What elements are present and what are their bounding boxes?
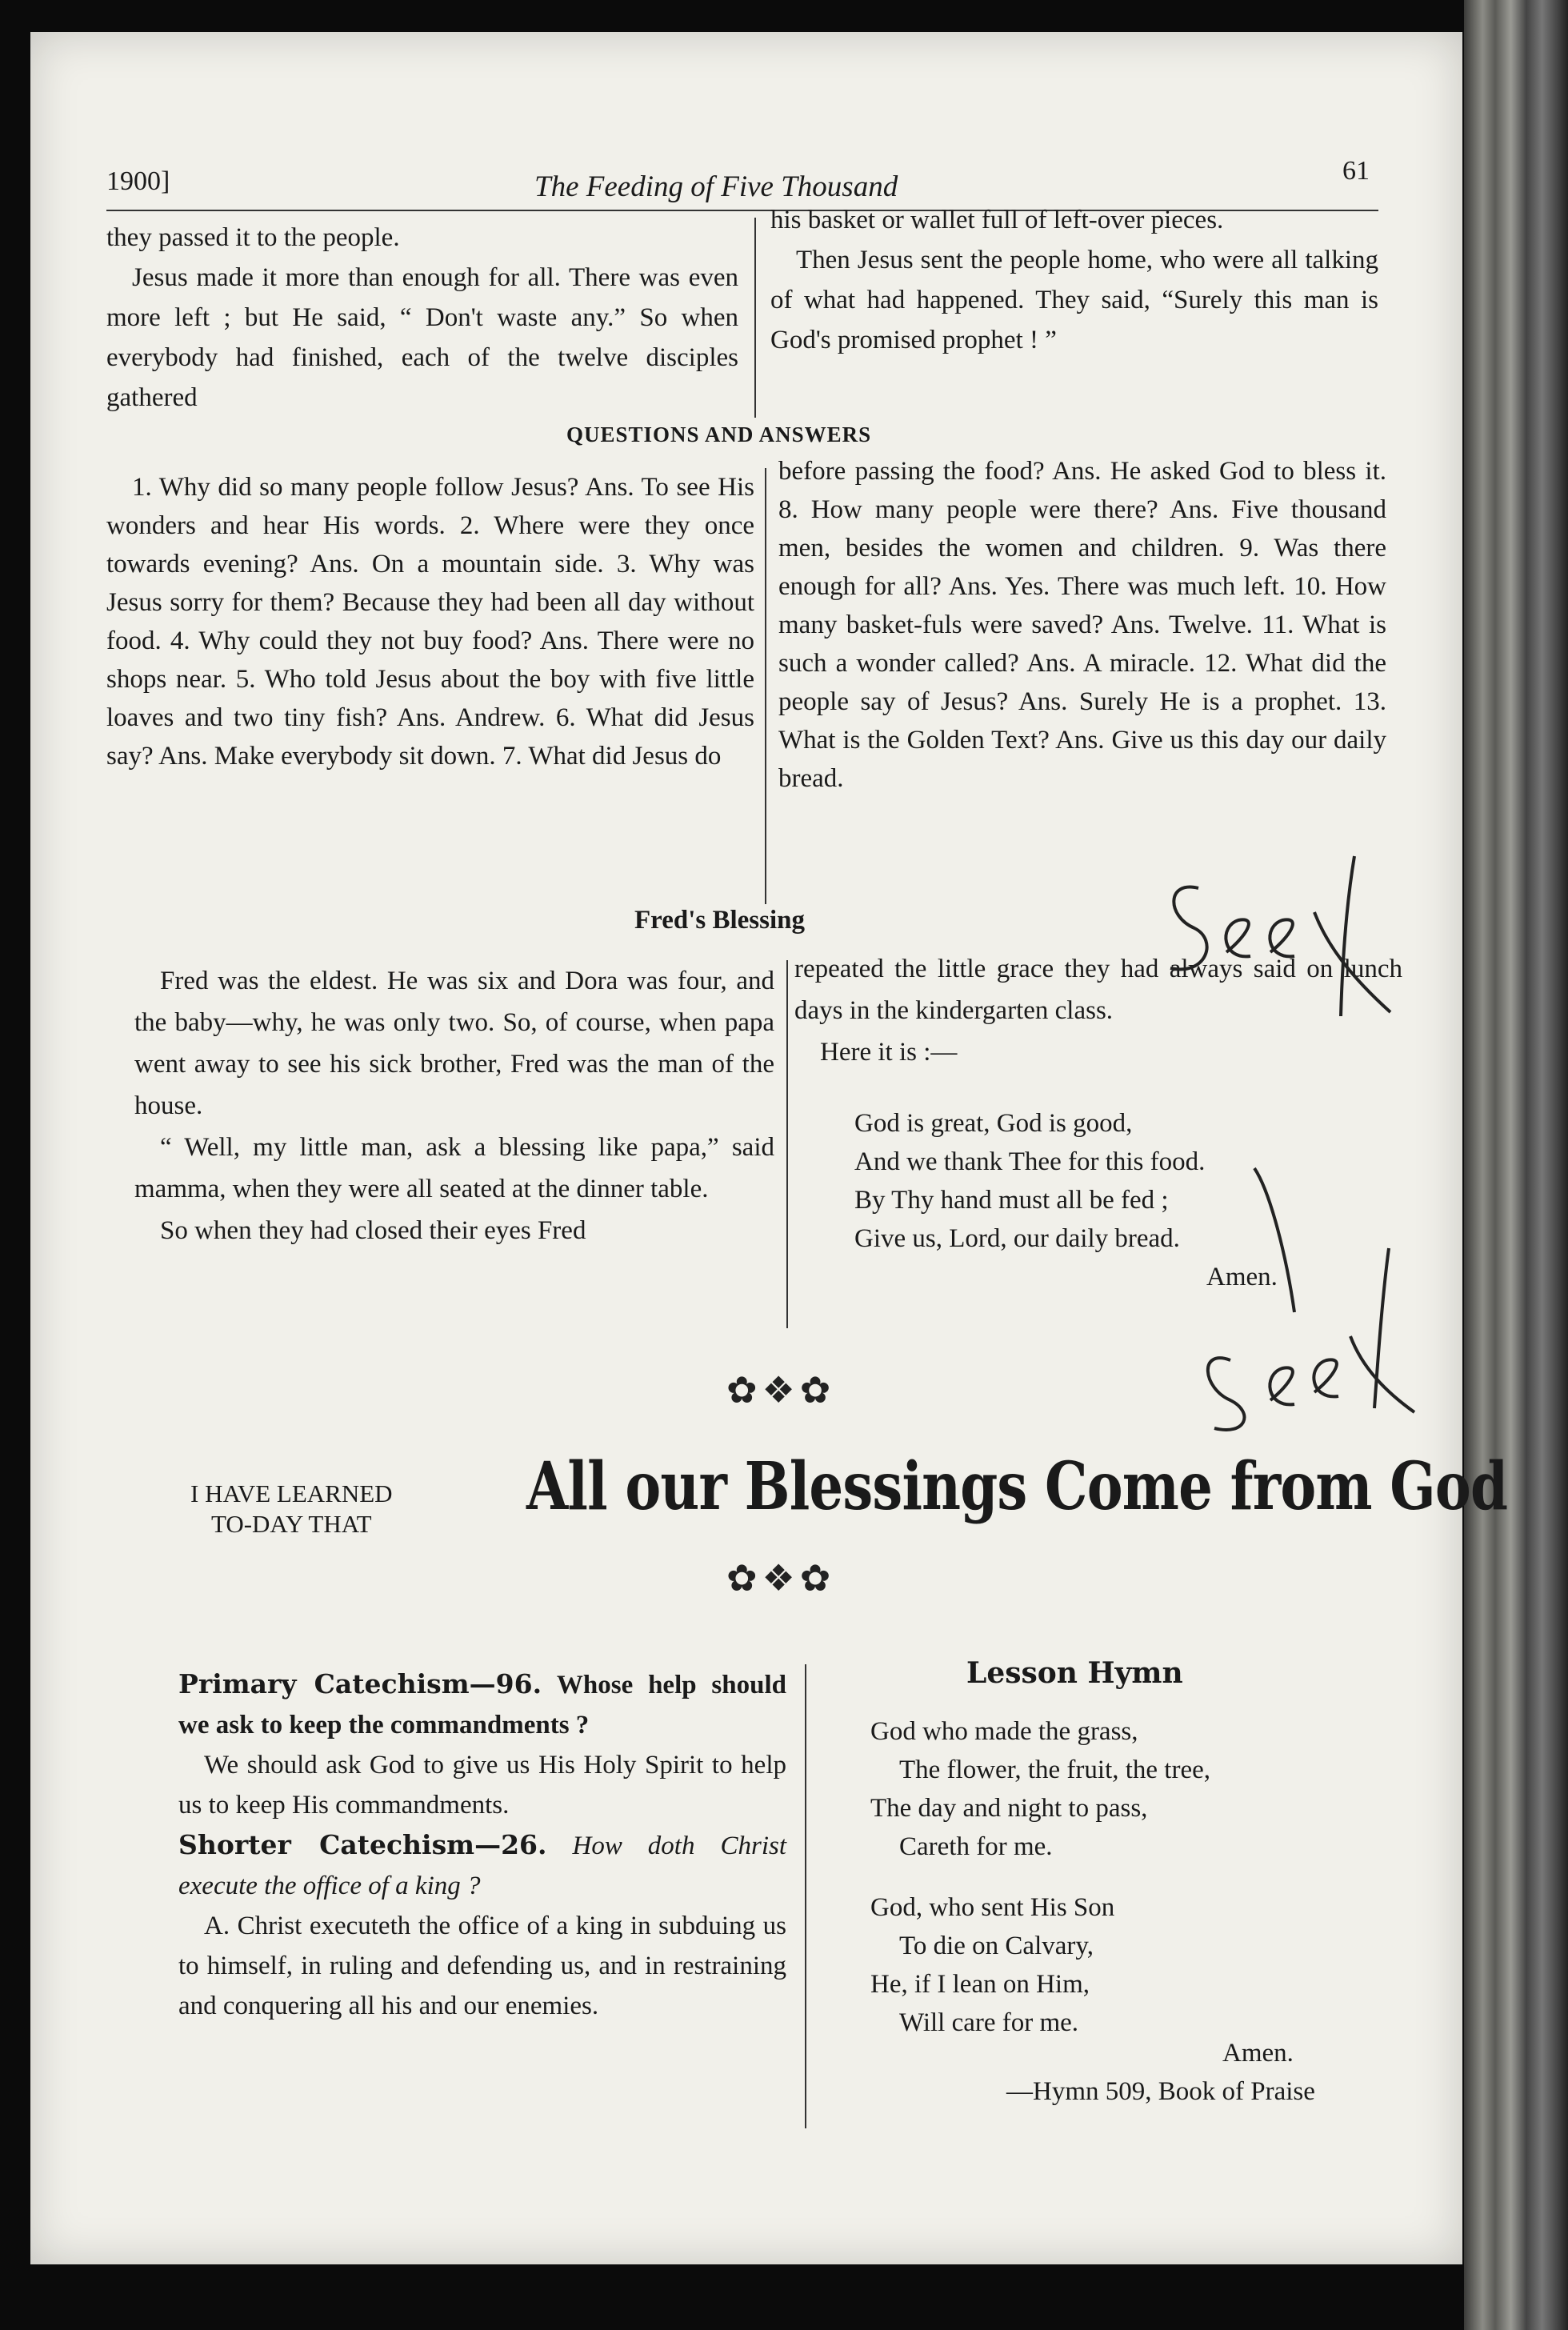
qa-heading: QUESTIONS AND ANSWERS — [566, 422, 872, 446]
hymn-source: —Hymn 509, Book of Praise — [1006, 2077, 1315, 2106]
column-rule — [805, 1664, 806, 2128]
hymn-line: Careth for me. — [899, 1832, 1053, 1861]
poem-line: By Thy hand must all be fed ; — [854, 1186, 1169, 1215]
hymn-line: He, if I lean on Him, — [870, 1970, 1090, 1999]
motto: All our Blessings Come from God — [526, 1448, 1508, 1525]
handwritten-annotation — [1182, 1136, 1422, 1440]
hymn-line: Will care for me. — [899, 2008, 1079, 2037]
primary-catechism-question: Whose help should we ask to keep the commandments ? — [178, 1671, 786, 1739]
primary-catechism-answer: We should ask God to give us His Holy Spirit to help us to keep His commandments. — [178, 1751, 786, 1820]
learned-label — [190, 1479, 393, 1539]
story-paragraph: they passed it to the people. — [106, 223, 400, 252]
story-paragraph: his basket or wallet full of left-over pieces. — [770, 206, 1224, 234]
hymn-line: God, who sent His Son — [870, 1893, 1115, 1922]
hymn-line: The flower, the fruit, the tree, — [899, 1756, 1211, 1784]
primary-catechism-title: Primary Catechism—96. — [178, 1668, 542, 1699]
column-rule — [765, 468, 766, 904]
fred-paragraph: “ Well, my little man, ask a blessing like papa,” said mamma, when they were all seated at the dinner table. — [134, 1133, 774, 1203]
story-right-column — [770, 200, 1378, 360]
story-heading: Fred's Blessing — [634, 906, 806, 935]
floral-ornament-icon: ✿❖✿ — [726, 1370, 836, 1411]
hymn-stanza-2 — [870, 1888, 1114, 2042]
book-edge — [1464, 0, 1568, 2330]
catechism-column — [178, 1664, 786, 2026]
fred-paragraph: repeated the little grace they had always said on lunch days in the kindergarten class. — [794, 955, 1402, 1025]
column-rule — [754, 218, 756, 418]
shorter-catechism-answer: A. Christ executeth the office of a king in subduing us to himself, in ruling and defending us, and in restraining and conquering all his and our enemies. — [178, 1912, 786, 2020]
header-year: 1900] — [106, 166, 170, 196]
poem-line: God is great, God is good, — [854, 1109, 1133, 1138]
hymn-title: Lesson Hymn — [966, 1656, 1183, 1690]
page — [30, 32, 1508, 2264]
shorter-catechism-title: Shorter Catechism—26. — [178, 1829, 547, 1860]
shorter-catechism — [178, 1825, 786, 1906]
shorter-catechism-question: How doth Christ execute the office of a king ? — [178, 1832, 786, 1900]
handwritten-annotation — [1150, 840, 1406, 1032]
column-rule — [786, 960, 788, 1328]
fred-paragraph: Fred was the eldest. He was six and Dora was four, and the baby—why, he was only two. So, of course, when papa went away to see his sick brother, Fred was the man of the house. — [134, 967, 774, 1120]
floral-ornament-icon: ✿❖✿ — [726, 1558, 836, 1599]
fred-left-column — [134, 960, 774, 1251]
hymn-line: God who made the grass, — [870, 1717, 1138, 1746]
hymn-line: To die on Calvary, — [899, 1932, 1094, 1960]
story-paragraph: Jesus made it more than enough for all. There was even more left ; but He said, “ Don't waste any.” So when everybody had finished, each of the twelve disciples gathered — [106, 263, 738, 412]
qa-left-column: 1. Why did so many people follow Jesus? Ans. To see His wonders and hear His words. 2. Where were they once towards evening? Ans. On a mountain side. 3. Why was Jesus sorry for them? Because they had been all day without food. 4. Why could they not buy food? Ans. There were no shops near. 5. Who told Jesus about the boy with five little loaves and two tiny fish? Ans. Andrew. 6. What did Jesus say? Ans. Make everybody sit down. 7. What did Jesus do — [106, 473, 754, 771]
poem-line: Give us, Lord, our daily bread. — [854, 1224, 1180, 1253]
header-title: The Feeding of Five Thousand — [534, 170, 898, 203]
story-paragraph: Then Jesus sent the people home, who were all talking of what had happened. They said, “Surely this man is God's promised prophet ! ” — [770, 246, 1378, 354]
grace-amen: Amen. — [1206, 1263, 1278, 1291]
story-left-column — [106, 218, 738, 418]
fred-paragraph: Here it is :— — [820, 1038, 958, 1067]
learned-line: I HAVE LEARNED — [190, 1479, 393, 1507]
primary-catechism — [178, 1664, 786, 1745]
page-number: 61 — [1342, 156, 1370, 186]
poem-line: And we thank Thee for this food. — [854, 1147, 1206, 1176]
fred-paragraph: So when they had closed their eyes Fred — [160, 1216, 586, 1245]
learned-line: TO-DAY THAT — [210, 1510, 372, 1538]
qa-right-column: before passing the food? Ans. He asked God to bless it. 8. How many people were there? Ans. Five thousand men, besides the women and children. 9. Was there enough for all? Ans. Yes. There was much left. 10. How many basket-fuls were saved? Ans. Twelve. 11. What is such a wonder called? Ans. A miracle. 12. What did the people say of Jesus? Ans. Surely He is a prophet. 13. What is the Golden Text? Ans. Give us this day our daily bread. — [778, 457, 1386, 793]
hymn-amen: Amen. — [1222, 2039, 1294, 2068]
hymn-stanza-1 — [870, 1712, 1210, 1866]
hymn-line: The day and night to pass, — [870, 1794, 1148, 1823]
